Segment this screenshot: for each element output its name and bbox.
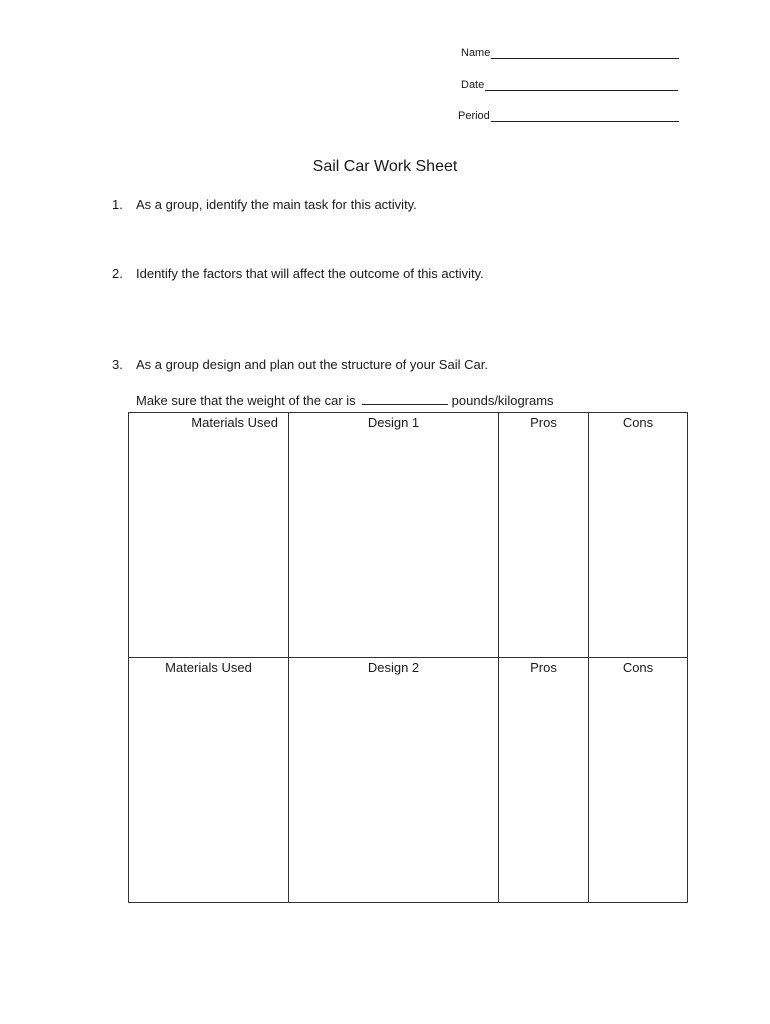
- question-1: [112, 197, 417, 212]
- cons-cell[interactable]: [589, 413, 688, 658]
- question-3: [112, 357, 488, 372]
- period-label: Period: [458, 110, 490, 122]
- design-label: Design 1: [367, 415, 420, 430]
- materials-label: Materials Used: [165, 660, 252, 675]
- period-blank-line[interactable]: [491, 110, 679, 122]
- design-cell[interactable]: [289, 658, 499, 903]
- cons-label: Cons: [622, 660, 654, 675]
- design-cell[interactable]: [289, 413, 499, 658]
- weight-prefix: Make sure that the weight of the car is: [136, 393, 356, 408]
- date-field[interactable]: [461, 79, 678, 91]
- table-row: [129, 413, 688, 658]
- question-text: As a group design and plan out the structure of your Sail Car.: [136, 357, 488, 372]
- design-label: Design 2: [367, 660, 420, 675]
- weight-suffix: pounds/kilograms: [451, 393, 554, 408]
- pros-cell[interactable]: [499, 413, 589, 658]
- cons-label: Cons: [622, 415, 654, 430]
- design-table: [128, 412, 688, 903]
- question-text: As a group, identify the main task for this activity.: [136, 197, 417, 212]
- worksheet-title: Sail Car Work Sheet: [312, 158, 458, 175]
- pros-label: Pros: [530, 415, 557, 430]
- table-row: [129, 658, 688, 903]
- cons-cell[interactable]: [589, 658, 688, 903]
- pros-label: Pros: [530, 660, 557, 675]
- date-label: Date: [461, 79, 485, 91]
- weight-instruction: [136, 392, 554, 408]
- materials-label: Materials Used: [191, 415, 278, 430]
- materials-cell[interactable]: [129, 413, 289, 658]
- weight-blank-line[interactable]: [362, 392, 448, 405]
- date-blank-line[interactable]: [485, 79, 678, 91]
- question-number: 2.: [112, 266, 123, 281]
- period-field[interactable]: [458, 110, 679, 122]
- question-number: 1.: [112, 197, 123, 212]
- pros-cell[interactable]: [499, 658, 589, 903]
- name-label: Name: [461, 47, 491, 59]
- question-number: 3.: [112, 357, 123, 372]
- name-field[interactable]: [461, 47, 679, 59]
- name-blank-line[interactable]: [491, 47, 679, 59]
- question-text: Identify the factors that will affect the outcome of this activity.: [136, 266, 484, 281]
- materials-cell[interactable]: [129, 658, 289, 903]
- question-2: [112, 266, 484, 281]
